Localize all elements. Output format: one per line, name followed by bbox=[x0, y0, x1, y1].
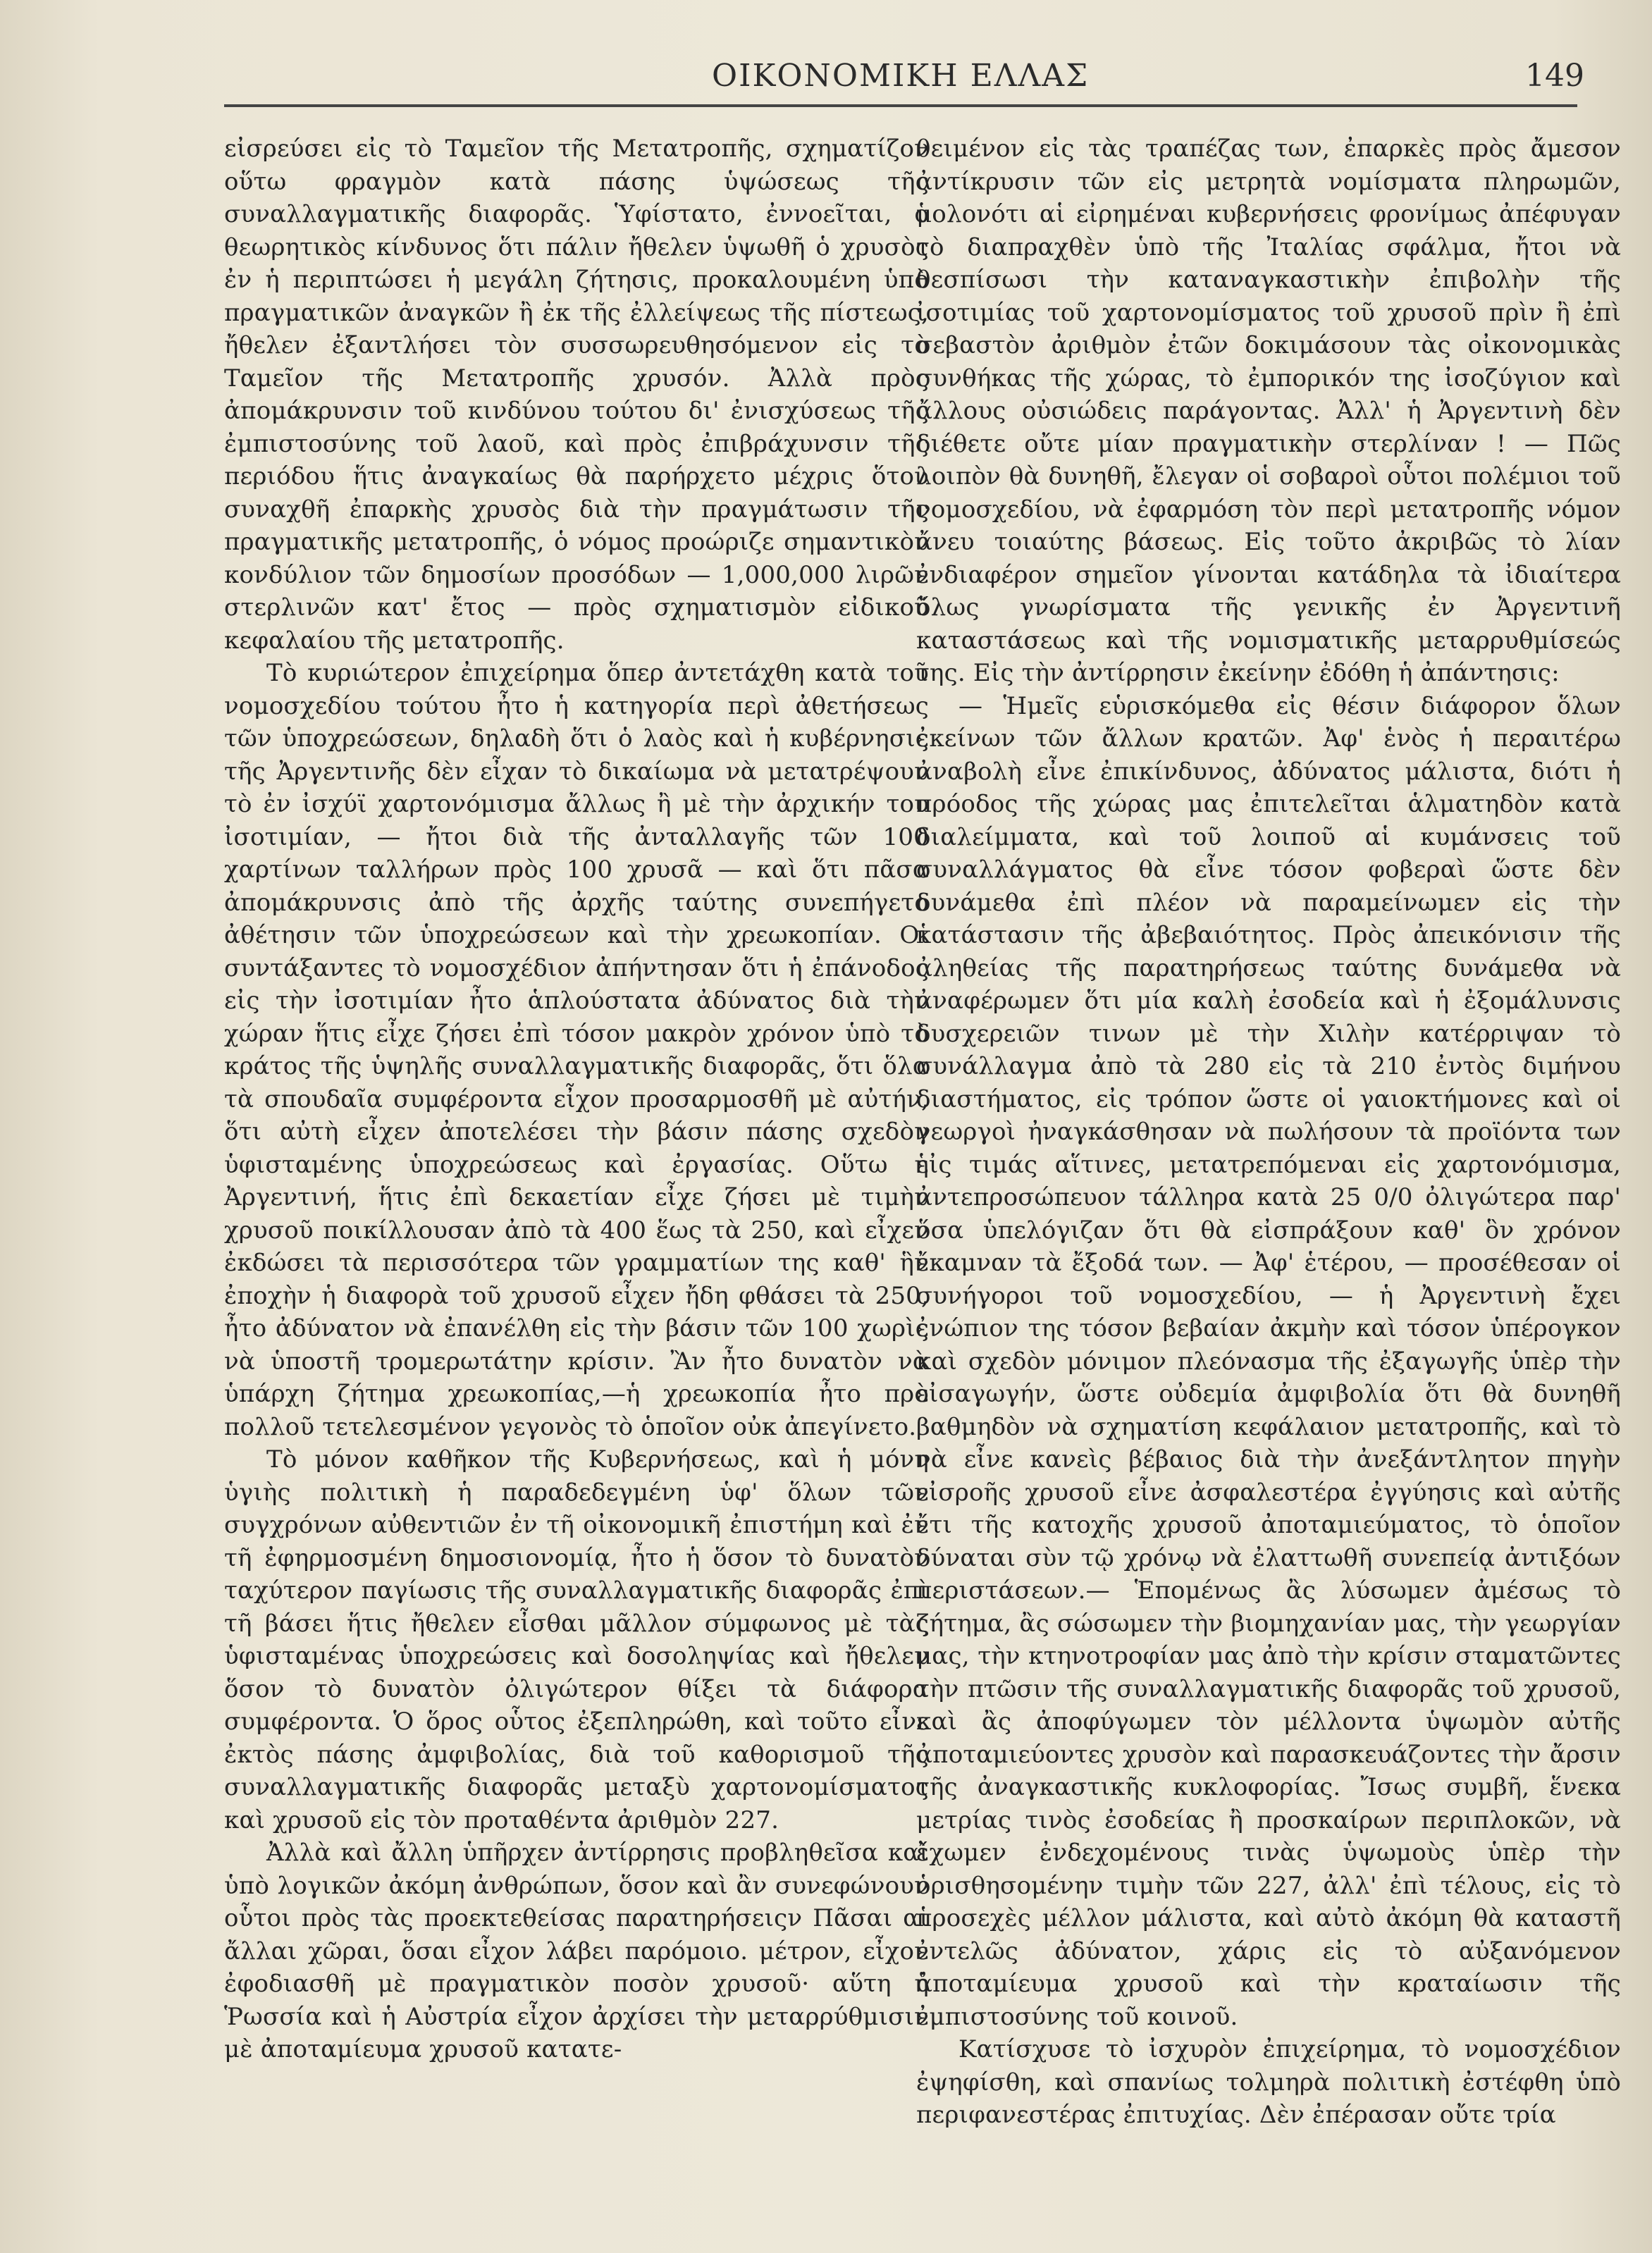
paragraph: Τὸ μόνον καθῆκον τῆς Κυβερνήσεως, καὶ ἡ μόνη ὑγιὴς πολιτικὴ ἡ παραδεδεγμένη ὑφ' ὅλων τῶν συγχρόνων αὐθεντιῶν ἐν τῆ οἰκονομικῆ ἐπιστήμη καὶ ἐν τῆ ἐφηρμοσμένη δημοσιονομίᾳ, ἦτο ἡ ὅσον τὸ δυνατὸν ταχύτερον παγίωσις τῆς συναλλαγματικῆς διαφορᾶς ἐπὶ τῆ βάσει ἥτις ἤθελεν εἶσθαι μᾶλλον σύμφωνος μὲ τὰς ὑφισταμένας ὑποχρεώσεις καὶ δοσοληψίας καὶ ἤθελεν ὅσον τὸ δυνατὸν ὀλιγώτερον θίξει τὰ διάφορα συμφέροντα. Ὁ ὅρος οὗτος ἐξεπληρώθη, καὶ τοῦτο εἶνε ἐκτὸς πάσης ἀμφιβολίας, διὰ τοῦ καθορισμοῦ τῆς συναλλαγματικῆς διαφορᾶς μεταξὺ χαρτονομίσματος καὶ χρυσοῦ εἰς τὸν προταθέντα ἀριθμὸν 227. bbox=[224, 1445, 929, 1834]
left-column bbox=[224, 132, 929, 2066]
header-rule bbox=[224, 104, 1577, 107]
paragraph: θειμένον εἰς τὰς τραπέζας των, ἐπαρκὲς πρὸς ἄμεσον ἀντίκρυσιν τῶν εἰς μετρητὰ νομίσματα πληρωμῶν, μολονότι αἱ εἰρημέναι κυβερνήσεις φρονίμως ἀπέφυγαν τὸ διαπραχθὲν ὑπὸ τῆς Ἰταλίας σφάλμα, ἤτοι νὰ θεσπίσωσι τὴν καταναγκαστικὴν ἐπιβολὴν τῆς ἰσοτιμίας τοῦ χαρτονομίσματος τοῦ χρυσοῦ πρὶν ἢ ἐπὶ σεβαστὸν ἀριθμὸν ἐτῶν δοκιμάσουν τὰς οἰκονομικὰς συνθήκας τῆς χώρας, τὸ ἐμπορικόν της ἰσοζύγιον καὶ ἄλλους οὐσιώδεις παράγοντας. Ἀλλ' ἡ Ἀργεντινὴ δὲν διέθετε οὔτε μίαν πραγματικὴν στερλίναν ! — Πῶς λοιπὸν θὰ δυνηθῆ, ἔλεγαν οἱ σοβαροὶ οὗτοι πολέμιοι τοῦ νομοσχεδίου, νὰ ἐφαρμόση τὸν περὶ μετατροπῆς νόμον ἄνευ τοιαύτης βάσεως. Εἰς τοῦτο ἀκριβῶς τὸ λίαν ἐνδιαφέρον σημεῖον γίνονται κατάδηλα τὰ ἰδιαίτερα ὅλως γνωρίσματα τῆς γενικῆς ἐν Ἀργεντινῆ καταστάσεως καὶ τῆς νομισματικῆς μεταρρυθμίσεώς της. Εἰς τὴν ἀντίρρησιν ἐκείνην ἐδόθη ἡ ἀπάντησις: bbox=[916, 135, 1621, 687]
paragraph: Τὸ κυριώτερον ἐπιχείρημα ὅπερ ἀντετάχθη κατὰ τοῦ νομοσχεδίου τούτου ἦτο ἡ κατηγορία περὶ ἀθετήσεως τῶν ὑποχρεώσεων, δηλαδὴ ὅτι ὁ λαὸς καὶ ἡ κυβέρνησις τῆς Ἀργεντινῆς δὲν εἶχαν τὸ δικαίωμα νὰ μετατρέψουν τὸ ἐν ἰσχύϊ χαρτονόμισμα ἄλλως ἢ μὲ τὴν ἀρχικήν του ἰσοτιμίαν, — ἤτοι διὰ τῆς ἀνταλλαγῆς τῶν 100 χαρτίνων ταλλήρων πρὸς 100 χρυσᾶ — καὶ ὅτι πᾶσα ἀπομάκρυνσις ἀπὸ τῆς ἀρχῆς ταύτης συνεπήγετο ἀθέτησιν τῶν ὑποχρεώσεων καὶ τὴν χρεωκοπίαν. Οἱ συντάξαντες τὸ νομοσχέδιον ἀπήντησαν ὅτι ἡ ἐπάνοδος εἰς τὴν ἰσοτιμίαν ἦτο ἁπλούστατα ἀδύνατος διὰ τὴν χώραν ἥτις εἶχε ζήσει ἐπὶ τόσον μακρὸν χρόνον ὑπὸ τὸ κράτος τῆς ὑψηλῆς συναλλαγματικῆς διαφορᾶς, ὅτι ὅλα τὰ σπουδαῖα συμφέροντα εἶχον προσαρμοσθῆ μὲ αὐτήν, ὅτι αὐτὴ εἶχεν ἀποτελέσει τὴν βάσιν πάσης σχεδὸν ὑφισταμένης ὑποχρεώσεως καὶ ἐργασίας. Οὕτω ἡ Ἀργεντινή, ἥτις ἐπὶ δεκαετίαν εἶχε ζήσει μὲ τιμὴν χρυσοῦ ποικίλλουσαν ἀπὸ τὰ 400 ἕως τὰ 250, καὶ εἶχεν ἐκδώσει τὰ περισσότερα τῶν γραμματίων της καθ' ἣν ἐποχὴν ἡ διαφορὰ τοῦ χρυσοῦ εἶχεν ἤδη φθάσει τὰ 250, ἦτο ἀδύνατον νὰ ἐπανέλθη εἰς τὴν βάσιν τῶν 100 χωρὶς νὰ ὑποστῆ τρομερωτάτην κρίσιν. Ἂν ἦτο δυνατὸν νὰ ὑπάρχη ζήτημα χρεωκοπίας,—ἡ χρεωκοπία ἦτο πρὸ πολλοῦ τετελεσμένον γεγονὸς τὸ ὁποῖον οὐκ ἀπεγίνετο. bbox=[224, 659, 929, 1441]
paragraph: Κατίσχυσε τὸ ἰσχυρὸν ἐπιχείρημα, τὸ νομοσχέδιον ἐψηφίσθη, καὶ σπανίως τολμηρὰ πολιτικὴ ἐστέφθη ὑπὸ περιφανεστέρας ἐπιτυχίας. Δὲν ἐπέρασαν οὔτε τρία bbox=[916, 2035, 1621, 2129]
paragraph: — Ἡμεῖς εὑρισκόμεθα εἰς θέσιν διάφορον ὅλων ἐκείνων τῶν ἄλλων κρατῶν. Ἀφ' ἑνὸς ἡ περαιτέρω ἀναβολὴ εἶνε ἐπικίνδυνος, ἀδύνατος μάλιστα, διότι ἡ πρόοδος τῆς χώρας μας ἐπιτελεῖται ἁλματηδὸν κατὰ διαλείμματα, καὶ τοῦ λοιποῦ αἱ κυμάνσεις τοῦ συναλλάγματος θὰ εἶνε τόσον φοβεραὶ ὥστε δὲν δυνάμεθα ἐπὶ πλέον νὰ παραμείνωμεν εἰς τὴν κατάστασιν τῆς ἀβεβαιότητος. Πρὸς ἀπεικόνισιν τῆς ἀληθείας τῆς παρατηρήσεως ταύτης δυνάμεθα νὰ ἀναφέρωμεν ὅτι μία καλὴ ἐσοδεία καὶ ἡ ἐξομάλυνσις δυσχερειῶν τινων μὲ τὴν Χιλὴν κατέρριψαν τὸ συνάλλαγμα ἀπὸ τὰ 280 εἰς τὰ 210 ἐντὸς διμήνου διαστήματος, εἰς τρόπον ὥστε οἱ γαιοκτήμονες καὶ οἱ γεωργοὶ ἠναγκάσθησαν νὰ πωλήσουν τὰ προϊόντα των εἰς τιμάς αἵτινες, μετατρεπόμεναι εἰς χαρτονόμισμα, ἀντεπροσώπευον τάλληρα κατὰ 25 0/0 ὀλιγώτερα παρ' ὅσα ὑπελόγιζαν ὅτι θὰ εἰσπράξουν καθ' ὃν χρόνον ἔκαμναν τὰ ἔξοδά των. — Ἀφ' ἑτέρου, — προσέθεσαν οἱ συνήγοροι τοῦ νομοσχεδίου, — ἡ Ἀργεντινὴ ἔχει ἐνώπιον της τόσον βεβαίαν ἀκμὴν καὶ τόσον ὑπέρογκον καὶ σχεδὸν μόνιμον πλεόνασμα τῆς ἐξαγωγῆς ὑπὲρ τὴν εἰσαγωγήν, ὥστε οὐδεμία ἀμφιβολία ὅτι θὰ δυνηθῆ βαθμηδὸν νὰ σχηματίση κεφάλαιον μετατροπῆς, καὶ τὸ νὰ εἶνε κανεὶς βέβαιος διὰ τὴν ἀνεξάντλητον πηγὴν εἰσροῆς χρυσοῦ εἶνε ἀσφαλεστέρα ἐγγύησις καὶ αὐτῆς ἔτι τῆς κατοχῆς χρυσοῦ ἀποταμιεύματος, τὸ ὁποῖον δύναται σὺν τῷ χρόνῳ νὰ ἐλαττωθῆ συνεπείᾳ ἀντιξόων περιστάσεων.— Ἑπομένως ἂς λύσωμεν ἀμέσως τὸ ζήτημα, ἂς σώσωμεν τὴν βιομηχανίαν μας, τὴν γεωργίαν μας, τὴν κτηνοτροφίαν μας ἀπὸ τὴν κρίσιν σταματῶντες τὴν πτῶσιν τῆς συναλλαγματικῆς διαφορᾶς τοῦ χρυσοῦ, καὶ ἂς ἀποφύγωμεν τὸν μέλλοντα ὑψωμὸν αὐτῆς ἀποταμιεύοντες χρυσὸν καὶ παρασκευάζοντες τὴν ἄρσιν τῆς ἀναγκαστικῆς κυκλοφορίας. Ἴσως συμβῆ, ἕνεκα μετρίας τινὸς ἐσοδείας ἢ προσκαίρων περιπλοκῶν, νὰ ἔχωμεν ἐνδεχομένους τινὰς ὑψωμοὺς ὑπὲρ τὴν ὁρισθησομένην τιμὴν τῶν 227, ἀλλ' ἐπὶ τέλους, εἰς τὸ προσεχὲς μέλλον μάλιστα, καὶ αὐτὸ ἀκόμη θὰ καταστῆ ἐντελῶς ἀδύνατον, χάρις εἰς τὸ αὐξανόμενον ἀποταμίευμα χρυσοῦ καὶ τὴν κραταίωσιν τῆς ἐμπιστοσύνης τοῦ κοινοῦ. bbox=[916, 691, 1621, 2031]
running-head: ΟΙΚΟΝΟΜΙΚΗ ΕΛΛΑΣ bbox=[712, 58, 1090, 94]
paragraph: εἰσρεύσει εἰς τὸ Ταμεῖον τῆς Μετατροπῆς, σχηματίζον οὕτω φραγμὸν κατὰ πάσης ὑψώσεως τῆς συναλλαγματικῆς διαφορᾶς. Ὑφίστατο, ἐννοεῖται, ὁ θεωρητικὸς κίνδυνος ὅτι πάλιν ἤθελεν ὑψωθῆ ὁ χρυσὸς ἐν ἡ περιπτώσει ἡ μεγάλη ζήτησις, προκαλουμένη ὑπὸ πραγματικῶν ἀναγκῶν ἢ ἐκ τῆς ἐλλείψεως τῆς πίστεως, ἤθελεν ἐξαντλήσει τὸν συσσωρευθησόμενον εἰς τὸ Ταμεῖον τῆς Μετατροπῆς χρυσόν. Ἀλλὰ πρὸς ἀπομάκρυνσιν τοῦ κινδύνου τούτου δι' ἐνισχύσεως τῆς ἐμπιστοσύνης τοῦ λαοῦ, καὶ πρὸς ἐπιβράχυνσιν τῆς περιόδου ἥτις ἀναγκαίως θὰ παρήρχετο μέχρις ὅτου συναχθῆ ἐπαρκὴς χρυσὸς διὰ τὴν πραγμάτωσιν τῆς πραγματικῆς μετατροπῆς, ὁ νόμος προώριζε σημαντικὸν κονδύλιον τῶν δημοσίων προσόδων — 1,000,000 λιρῶν στερλινῶν κατ' ἔτος — πρὸς σχηματισμὸν εἰδικοῦ κεφαλαίου τῆς μετατροπῆς. bbox=[224, 135, 929, 655]
page-number: 149 bbox=[1525, 58, 1584, 94]
right-column bbox=[916, 132, 1621, 2132]
paragraph: Ἀλλὰ καὶ ἄλλη ὑπῆρχεν ἀντίρρησις προβληθεῖσα καὶ ὑπὸ λογικῶν ἀκόμη ἀνθρώπων, ὅσον καὶ ἂν συνεφώνουν οὗτοι πρὸς τὰς προεκτεθείσας παρατηρήσειςν Πᾶσαι αἱ ἄλλαι χῶραι, ὅσαι εἶχον λάβει παρόμοιο. μέτρον, εἶχον ἐφοδιασθῆ μὲ πραγματικὸν ποσὸν χρυσοῦ· αὕτη ἡ Ῥωσσία καὶ ἡ Αὐστρία εἶχον ἀρχίσει τὴν μεταρρύθμισιν μὲ ἀποταμίευμα χρυσοῦ κατατε- bbox=[224, 1839, 929, 2063]
